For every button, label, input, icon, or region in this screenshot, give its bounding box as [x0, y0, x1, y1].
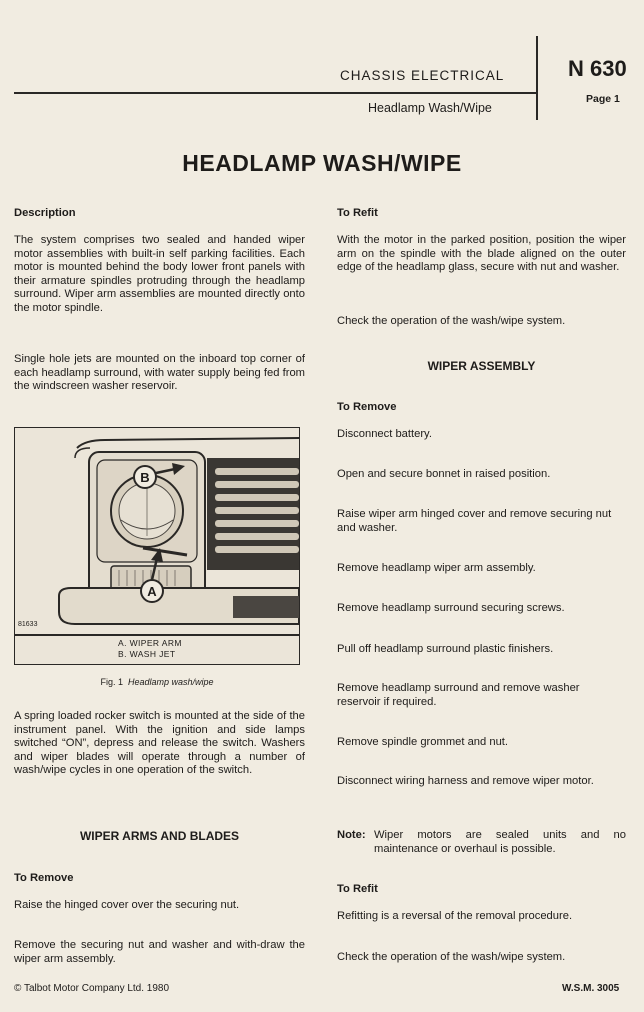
wiper-arms-heading: WIPER ARMS AND BLADES — [79, 829, 240, 843]
description-paragraph-1: The system comprises two sealed and handed wiper motor assemblies with built-in self parking facilities. Each motor is mounted behind the body lower front panels with their armature spindles protruding through the headlamp surround. Wiper arm assemblies are mounted directly onto the motor spindle. — [14, 234, 305, 314]
header-divider — [14, 92, 536, 94]
assembly-step-6: Pull off headlamp surround plastic finishers. — [337, 643, 554, 655]
headlamp-illustration — [15, 428, 299, 634]
figure-legend-divider — [15, 634, 299, 636]
page-title: HEADLAMP WASH/WIPE — [182, 150, 462, 176]
assembly-step-5: Remove headlamp surround securing screws. — [337, 602, 565, 614]
assembly-step-9: Disconnect wiring harness and remove wiper motor. — [337, 775, 594, 787]
description-heading: Description — [14, 207, 76, 219]
manual-code: N 630 — [568, 56, 627, 81]
refit2-paragraph-2: Check the operation of the wash/wipe system. — [337, 951, 566, 963]
callout-b: B — [140, 470, 150, 485]
to-refit-heading-2: To Refit — [337, 883, 378, 895]
assembly-step-7: Remove headlamp surround and remove washer reservoir if required. — [337, 682, 580, 708]
subsection-title: Headlamp Wash/Wipe — [368, 101, 492, 115]
figure-caption-title: Headlamp wash/wipe — [127, 677, 214, 687]
page-number: Page 1 — [586, 93, 620, 105]
switch-paragraph: A spring loaded rocker switch is mounted at the side of the instrument panel. With the ignition and side lamps switched “ON”, depress and release the switch. Washers and wiper blades will operate through a number of wash/wipe cycles in one operation of the switch. — [14, 710, 305, 777]
figure-caption — [14, 677, 300, 687]
assembly-step-2: Open and secure bonnet in raised position. — [337, 468, 551, 480]
figure-caption-number: Fig. 1 — [100, 677, 123, 687]
to-refit-heading: To Refit — [337, 207, 378, 219]
copyright: © Talbot Motor Company Ltd. 1980 — [14, 983, 170, 994]
note-label: Note: — [337, 829, 366, 841]
assembly-step-3: Raise wiper arm hinged cover and remove securing nut and washer. — [337, 508, 612, 534]
refit2-paragraph-1: Refitting is a reversal of the removal procedure. — [337, 910, 573, 922]
header-divider-vertical — [536, 36, 538, 120]
refit-paragraph-2: Check the operation of the wash/wipe system. — [337, 315, 566, 327]
note-text: Wiper motors are sealed units and no maintenance or overhaul is possible. — [374, 829, 626, 855]
assembly-step-4: Remove headlamp wiper arm assembly. — [337, 562, 536, 574]
section-title: CHASSIS ELECTRICAL — [340, 68, 505, 83]
wiper-assembly-heading: WIPER ASSEMBLY — [427, 359, 536, 373]
note — [337, 829, 626, 856]
legend-wash-jet: B. WASH JET — [118, 649, 176, 659]
legend-wiper-arm: A. WIPER ARM — [118, 638, 182, 648]
callout-a: A — [147, 584, 157, 599]
remove-step-2: Remove the securing nut and washer and with-draw the wiper arm assembly. — [14, 939, 305, 965]
description-paragraph-2: Single hole jets are mounted on the inboard top corner of each headlamp surround, with water supply being fed from the windscreen washer reservoir. — [14, 353, 305, 393]
assembly-step-1: Disconnect battery. — [337, 428, 432, 440]
remove-step-1: Raise the hinged cover over the securing nut. — [14, 899, 240, 911]
figure-headlamp — [14, 427, 300, 665]
to-remove-heading-right: To Remove — [337, 401, 397, 413]
to-remove-heading-left: To Remove — [14, 872, 74, 884]
figure-reference: 81633 — [18, 621, 38, 628]
assembly-step-8: Remove spindle grommet and nut. — [337, 736, 509, 748]
refit-paragraph-1: With the motor in the parked position, position the wiper arm on the spindle with the blade aligned on the outer edge of the headlamp glass, secure with nut and washer. — [337, 234, 626, 274]
manual-reference: W.S.M. 3005 — [562, 983, 620, 994]
